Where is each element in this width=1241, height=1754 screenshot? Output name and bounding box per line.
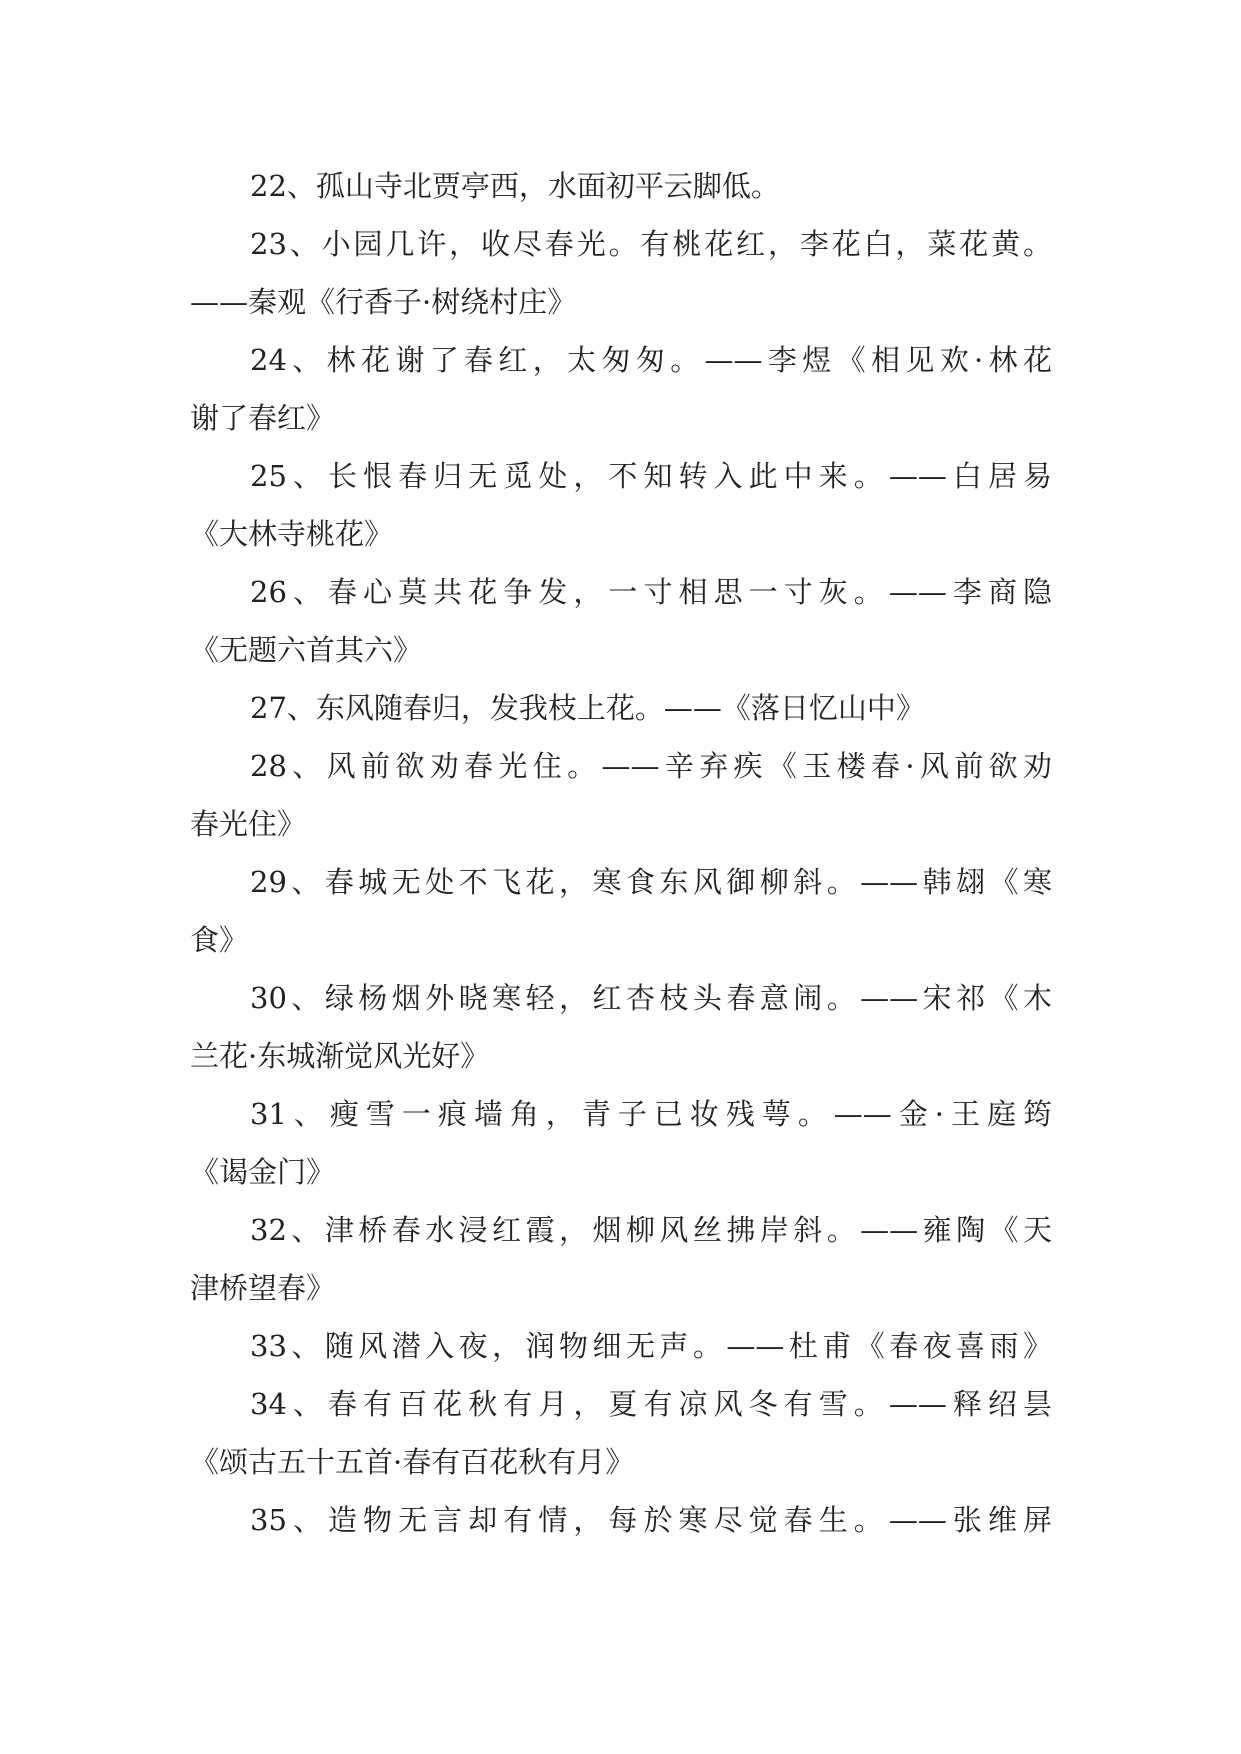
line-33: 33、随风潜入夜，润物细无声。——杜甫《春夜喜雨》 xyxy=(250,1329,1052,1363)
line-35: 35、造物无言却有情，每於寒尽觉春生。——张维屏 xyxy=(250,1503,1052,1537)
line-30: 30、绿杨烟外晓寒轻，红杏枝头春意闹。——宋祁《木 xyxy=(250,981,1052,1015)
line-28: 28、风前欲劝春光住。——辛弃疾《玉楼春·风前欲劝 xyxy=(250,749,1052,783)
line-31: 31、瘦雪一痕墙角，青子已妆残萼。——金·王庭筠 xyxy=(250,1097,1052,1131)
line-34-source: 《颂古五十五首·春有百花秋有月》 xyxy=(190,1445,635,1479)
line-31-source: 《谒金门》 xyxy=(190,1155,336,1189)
line-32: 32、津桥春水浸红霞，烟柳风丝拂岸斜。——雍陶《天 xyxy=(250,1213,1052,1247)
line-32-source: 津桥望春》 xyxy=(190,1271,336,1305)
line-22: 22、孤山寺北贾亭西，水面初平云脚低。 xyxy=(250,169,780,203)
line-25: 25、长恨春归无觅处，不知转入此中来。——白居易 xyxy=(250,459,1052,493)
line-23-source: ——秦观《行香子·树绕村庄》 xyxy=(190,285,577,319)
line-24: 24、林花谢了春红，太匆匆。——李煜《相见欢·林花 xyxy=(250,343,1052,377)
line-29: 29、春城无处不飞花，寒食东风御柳斜。——韩翃《寒 xyxy=(250,865,1052,899)
line-23: 23、小园几许，收尽春光。有桃花红，李花白，菜花黄。 xyxy=(250,227,1052,261)
line-25-source: 《大林寺桃花》 xyxy=(190,517,394,551)
line-26-source: 《无题六首其六》 xyxy=(190,633,423,667)
line-24-source: 谢了春红》 xyxy=(190,401,336,435)
line-28-source: 春光住》 xyxy=(190,807,307,841)
line-34: 34、春有百花秋有月，夏有凉风冬有雪。——释绍昙 xyxy=(250,1387,1052,1421)
line-29-source: 食》 xyxy=(190,923,249,957)
line-26: 26、春心莫共花争发，一寸相思一寸灰。——李商隐 xyxy=(250,575,1052,609)
poem-list xyxy=(190,157,1052,1549)
line-30-source: 兰花·东城渐觉风光好》 xyxy=(190,1039,490,1073)
line-27: 27、东风随春归，发我枝上花。——《落日忆山中》 xyxy=(250,691,925,725)
